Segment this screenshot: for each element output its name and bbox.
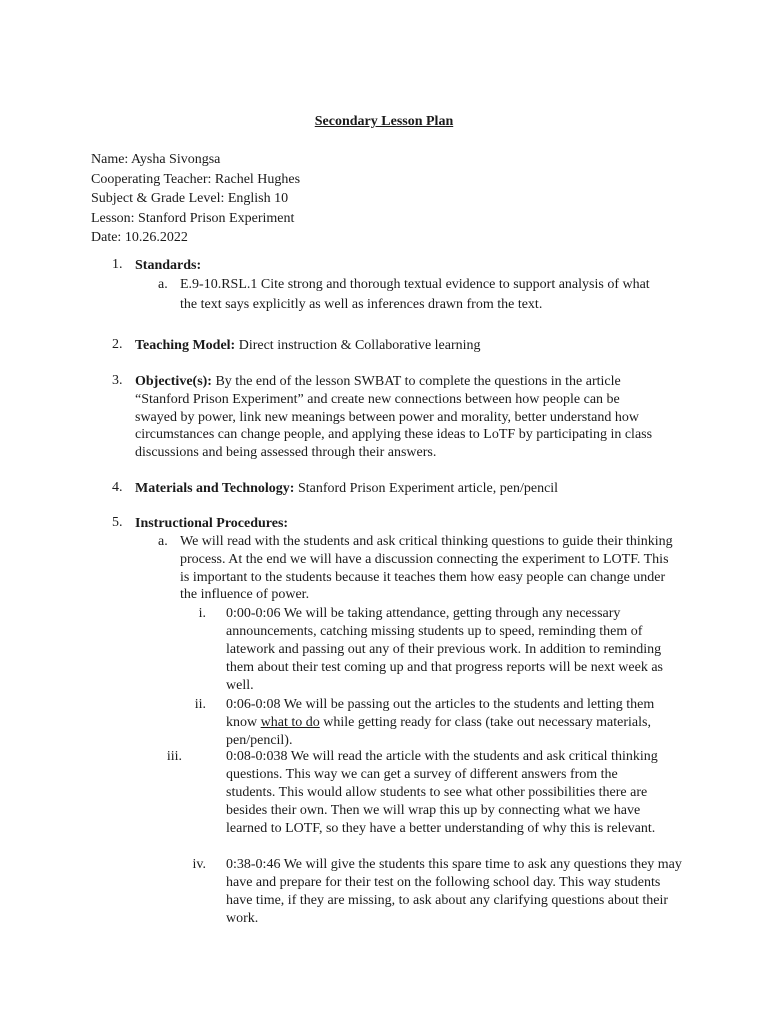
step-text-before: 0:06-0:08 We will be passing out the articles to the students and letting them know <box>226 697 655 731</box>
list-item-text: 0:00-0:06 We will be taking attendance, getting through any necessary announcements, catching missing students up to speed, reminding them of latework and passing out any of their previous work. In addition to reminding them about their test coming up and that progress reports will be next week as well. <box>226 606 664 694</box>
name-line: Name: Aysha Sivongsa <box>91 152 221 167</box>
procedure-step-i <box>180 605 682 695</box>
cooperating-teacher-line: Cooperating Teacher: Rachel Hughes <box>91 171 301 187</box>
list-item-text: 0:08-0:038 We will read the article with the students and ask critical thinking questions. This way we can get a survey of different answers from the students. This would allow students to see what other possibilities there are besides their own. Then we will wrap this up by connecting what we have learned to LOTF, so they have a better understanding of why this is relevant. <box>226 749 658 837</box>
section-number: 2. <box>112 337 123 352</box>
list-marker: ii. <box>194 697 206 712</box>
section-label: Objective(s): <box>135 374 212 389</box>
section-teaching-model <box>91 337 691 355</box>
section-text: By the end of the lesson SWBAT to complete the questions in the article “Stanford Prison Experiment” and create new connections between how people can be swayed by power, link new meanings between power and morality, better understand how circumstances can change people, and applying these ideas to LoTF by participating in class discussions and being assessed through their answers. <box>135 374 653 461</box>
section-number: 1. <box>112 257 123 272</box>
procedure-step-ii <box>180 696 682 750</box>
list-marker: i. <box>198 606 206 621</box>
standards-item-a <box>158 275 663 315</box>
list-item-text: 0:38-0:46 We will give the students this spare time to ask any questions they may have and prepare for their test on the following school day. This way students have time, if they are missing, to ask about any clarifying questions about their work. <box>226 857 682 927</box>
underlined-phrase: what to do <box>260 715 320 731</box>
section-label: Instructional Procedures: <box>135 516 289 531</box>
list-marker: a. <box>158 277 168 292</box>
page-title: Secondary Lesson Plan <box>314 114 454 129</box>
list-item-text <box>226 696 682 750</box>
step-text-after: while getting ready for class (take out necessary materials, pen/pencil). <box>226 715 651 749</box>
section-number: 5. <box>112 515 123 530</box>
list-marker: iii. <box>166 749 182 764</box>
section-label: Materials and Technology: <box>135 481 295 496</box>
list-item-text: E.9-10.RSL.1 Cite strong and thorough textual evidence to support analysis of what the text says explicitly as well as inferences drawn from the text. <box>180 277 650 312</box>
section-materials <box>91 480 691 498</box>
procedures-item-a <box>158 533 676 604</box>
section-text: Stanford Prison Experiment article, pen/pencil <box>294 481 559 496</box>
header-info <box>91 150 300 248</box>
procedure-step-iv <box>180 856 682 928</box>
section-instructional-procedures <box>91 515 691 533</box>
subject-grade-line: Subject & Grade Level: English 10 <box>91 191 289 206</box>
section-standards <box>91 257 691 275</box>
date-line: Date: 10.26.2022 <box>91 230 188 245</box>
section-objectives <box>91 373 663 462</box>
lesson-line: Lesson: Stanford Prison Experiment <box>91 210 295 226</box>
procedure-step-iii <box>166 748 658 838</box>
section-label: Teaching Model: <box>135 338 236 353</box>
section-label: Standards: <box>135 258 202 273</box>
section-number: 3. <box>112 373 123 388</box>
list-marker: iv. <box>192 857 206 872</box>
list-item-text: We will read with the students and ask critical thinking questions to guide their thinking process. At the end we will have a discussion connecting the experiment to LOTF. This is important to the students because it teaches them how easy people can change under the influence of power. <box>180 534 673 603</box>
list-marker: a. <box>158 534 168 549</box>
section-text: Direct instruction & Collaborative learning <box>235 338 481 353</box>
section-number: 4. <box>112 480 123 495</box>
